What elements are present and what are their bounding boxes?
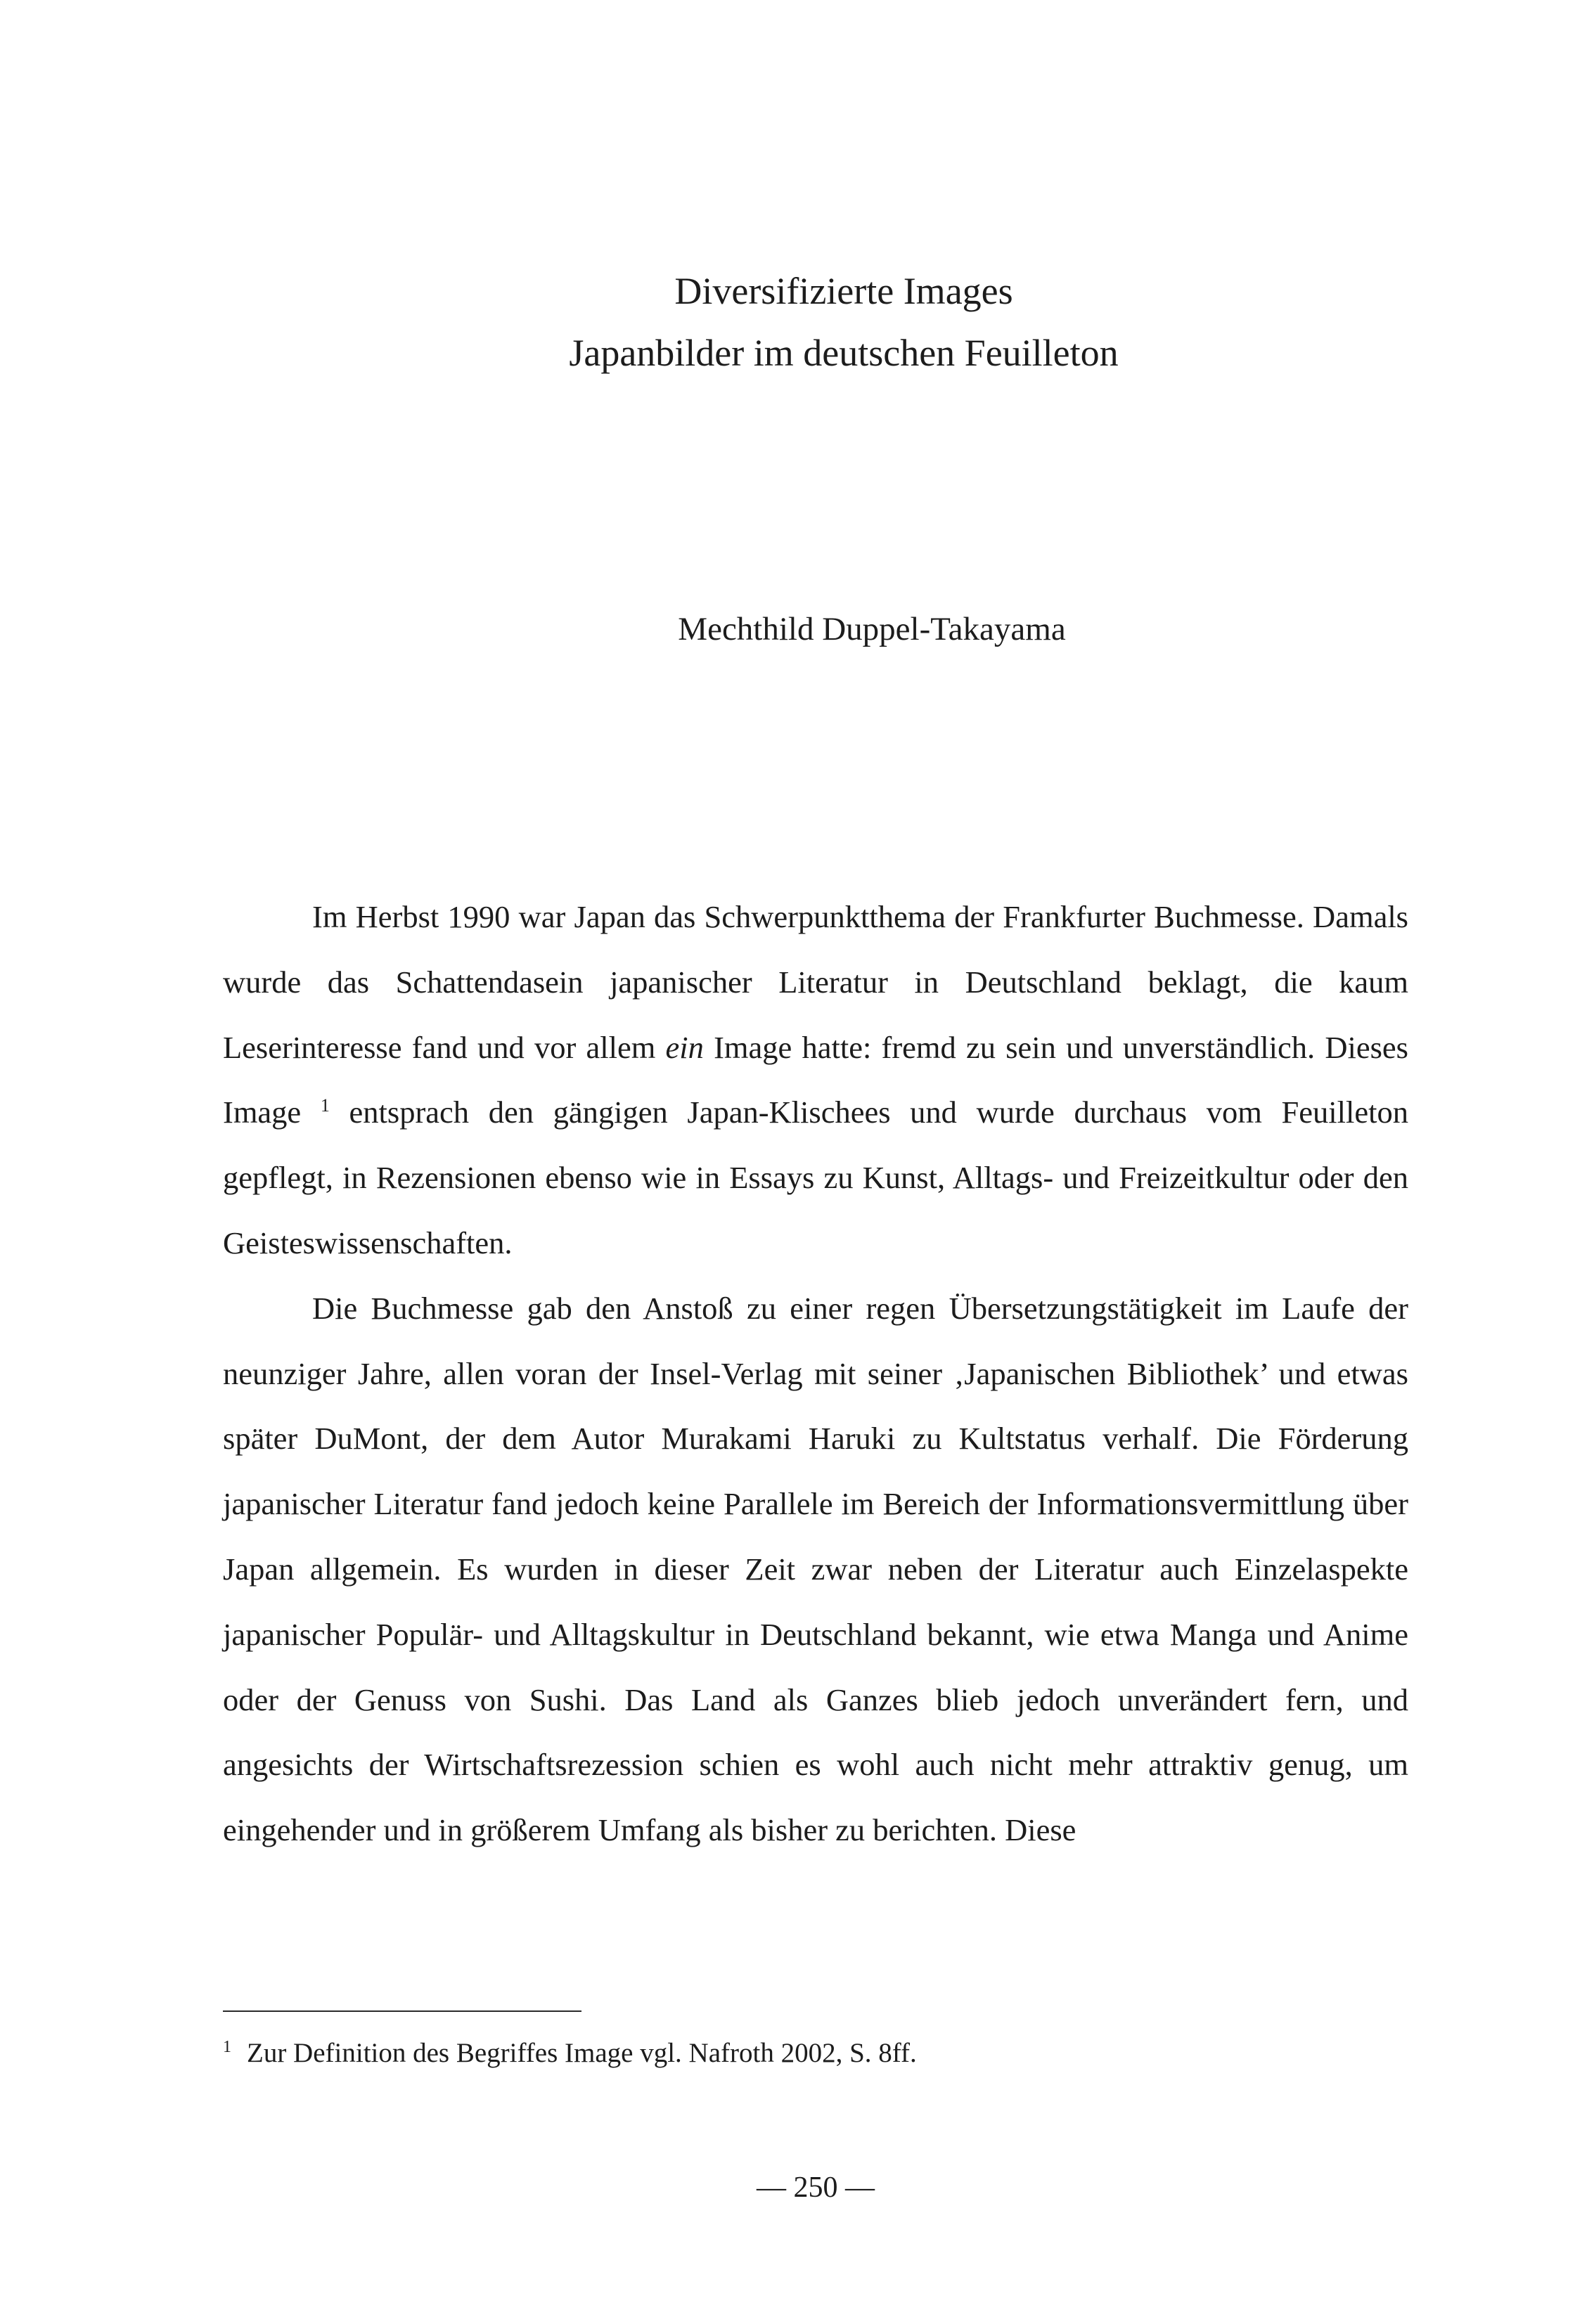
author-name: Mechthild Duppel-Takayama [678, 611, 1066, 647]
footnote-reference: 1 [320, 1095, 330, 1116]
article-body [223, 884, 1408, 1863]
footnote-text: Zur Definition des Begriffes Image vgl. Nafroth 2002, S. 8ff. [247, 2038, 917, 2068]
paragraph-1-part-1: Im Herbst 1990 war Japan das Schwerpunktthema der Frankfurter Buchmesse. Damals wurde das Schattendasein japanischer Literatur in Deutschland beklagt, die kaum Leserinteresse fand und vor allem [223, 899, 1408, 1065]
paragraph-1-part-3: entsprach den gängigen Japan-Klischees und wurde durchaus vom Feuilleton gepflegt, in Rezensionen ebenso wie in Essays zu Kunst, Alltags- und Freizeitkultur oder den Geisteswissenschaften. [223, 1095, 1408, 1260]
paragraph-1 [223, 884, 1408, 1276]
footnote-mark: 1 [223, 2038, 231, 2056]
title-line-1: Diversifizierte Images [674, 270, 1013, 312]
article-title [0, 260, 1575, 384]
page-number: — 250 — [757, 2171, 875, 2204]
emphasis-ein: ein [665, 1029, 704, 1065]
footnote [223, 2036, 1408, 2071]
paragraph-1-part-2: Image hatte: fremd zu sein und unverständlich. Dieses Image [223, 1029, 1408, 1130]
footnote-divider [223, 2010, 581, 2012]
paragraph-2: Die Buchmesse gab den Anstoß zu einer regen Übersetzungstätigkeit im Laufe der neunziger Jahre, allen voran der Insel-Verlag mit seiner ‚Japanischen Bibliothek’ und etwas später DuMont, der dem Autor Murakami Haruki zu Kultstatus verhalf. Die Förderung japanischer Literatur fand jedoch keine Parallele im Bereich der Informationsvermittlung über Japan allgemein. Es wurden in dieser Zeit zwar neben der Literatur auch Einzelaspekte japanischer Populär- und Alltagskultur in Deutschland bekannt, wie etwa Manga und Anime oder der Genuss von Sushi. Das Land als Ganzes blieb jedoch unverändert fern, und angesichts der Wirtschaftsrezession schien es wohl auch nicht mehr attraktiv genug, um eingehender und in größerem Umfang als bisher zu berichten. Diese [223, 1290, 1408, 1848]
title-line-2: Japanbilder im deutschen Feuilleton [569, 332, 1119, 374]
